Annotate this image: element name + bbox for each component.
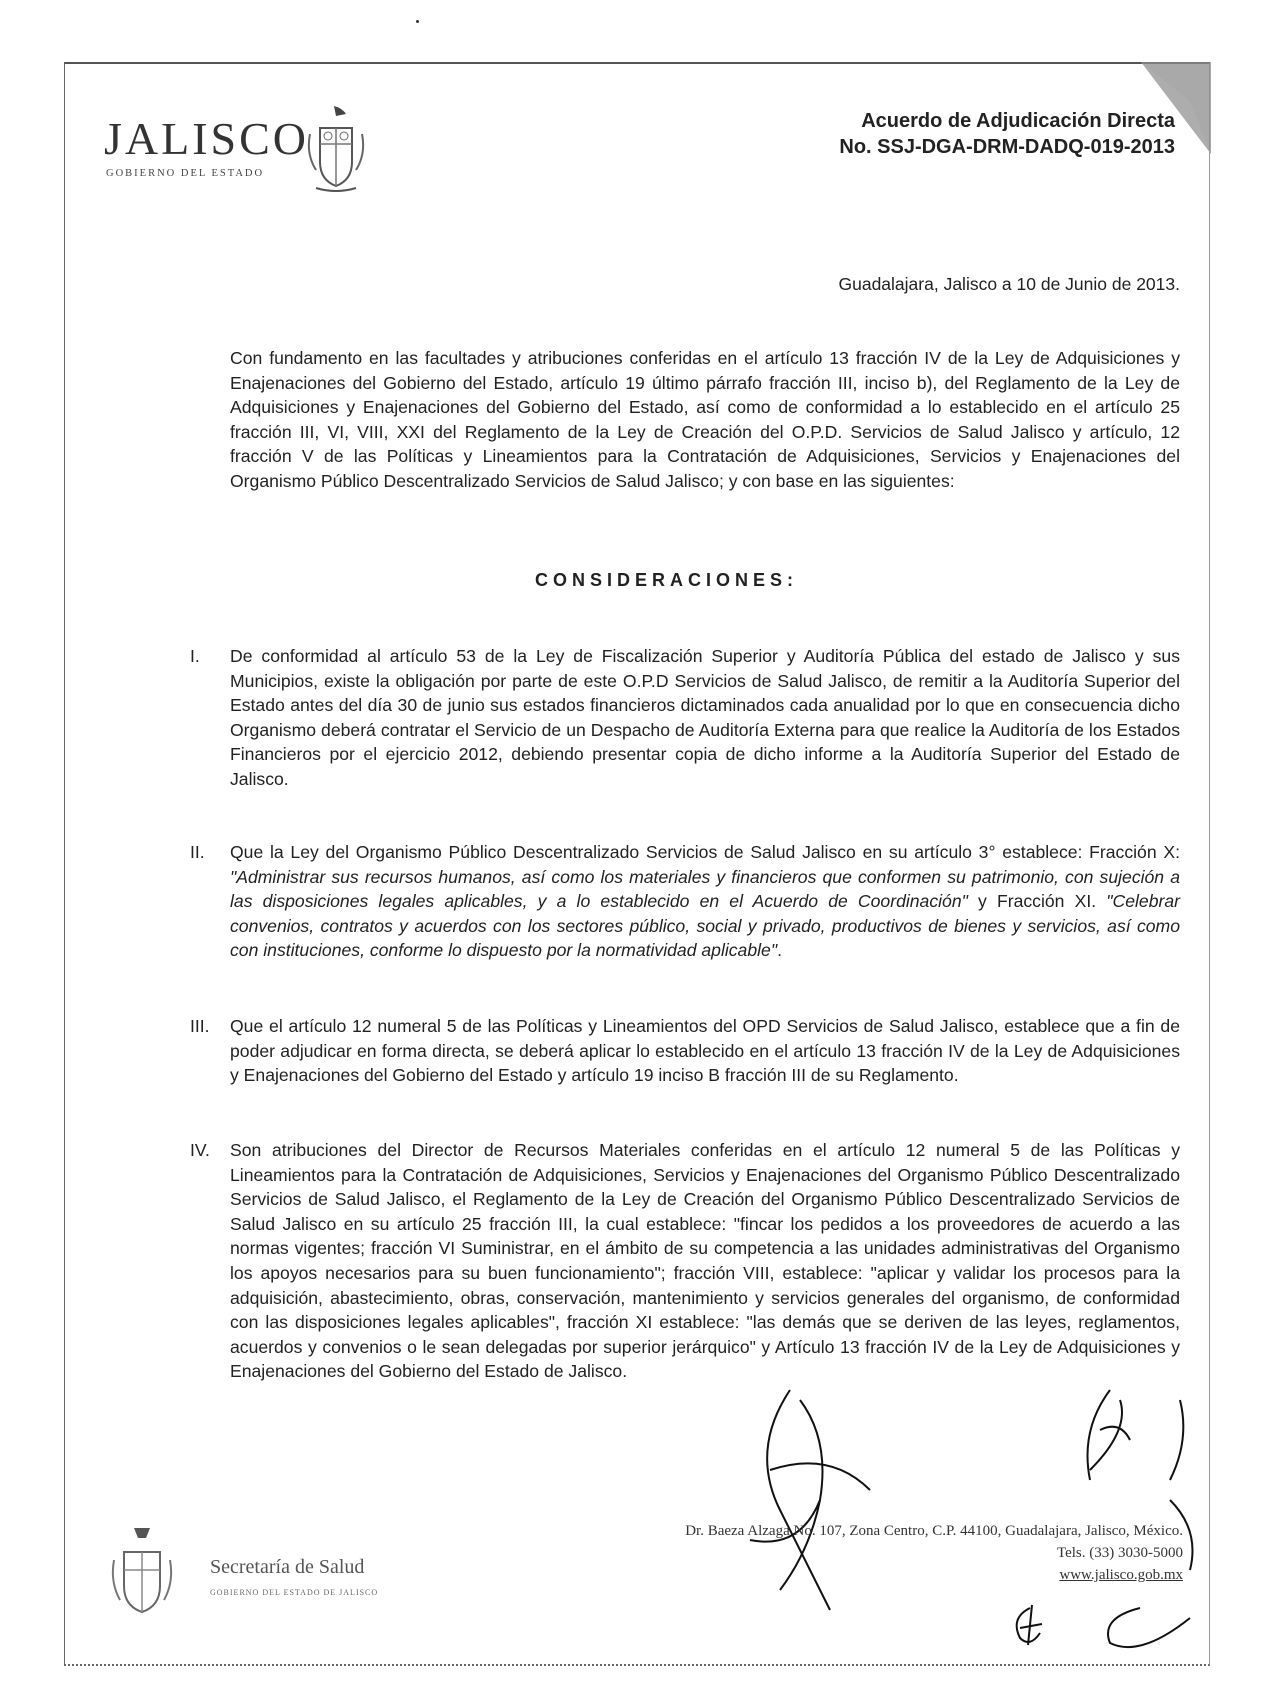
document-title: Acuerdo de Adjudicación Directa (861, 110, 1175, 132)
item-text: De conformidad al artículo 53 de la Ley de Fiscalización Superior y Auditoría Pública del estado de Jalisco y sus Municipios, existe la obligación por parte de este O.P.D Servicios de Salud Jalisco, de remitir a la Auditoría Superior del Estado antes del día 30 de junio sus estados financieros dictaminados cada anualidad por lo que en consecuencia dicho Organismo deberá contratar el Servicio de un Despacho de Auditoría Externa para que realice la Auditoría de los Estados Financieros por el ejercicio 2012, debiendo presentar copia de dicho informe a la Auditoría Superior del Estado de Jalisco. (230, 646, 1180, 789)
item-text-part: y Fracción XI. (967, 891, 1107, 912)
item-text-part: . (777, 940, 782, 961)
logo-word: JALISCO (104, 113, 310, 164)
secretaria-crest-icon (110, 1526, 174, 1622)
secretaria-name: Secretaría de Salud (210, 1556, 365, 1578)
consideration-iv (190, 1138, 1180, 1384)
quote-fraction-x: "Administrar sus recursos humanos, así como los materiales y financieros que conformen su patrimonio, con sujeción a las disposiciones legales aplicables, y a lo establecido en el Acuerdo de Coordinación" (230, 866, 1180, 912)
consideration-iii (190, 1014, 1180, 1088)
scan-speck (416, 20, 419, 23)
item-number: III. (190, 1016, 210, 1036)
footer-phone: Tels. (33) 3030-5000 (1056, 1545, 1183, 1561)
item-number: I. (190, 646, 200, 666)
item-text-part: Que la Ley del Organismo Público Descentralizado Servicios de Salud Jalisco en su artículo 3° establece: Fracción X: (230, 842, 1180, 862)
document-date: Guadalajara, Jalisco a 10 de Junio de 2013. (838, 274, 1180, 294)
secretaria-salud-logo (110, 1526, 400, 1626)
footer-website-link[interactable]: www.jalisco.gob.mx (1059, 1567, 1183, 1583)
item-text (230, 840, 1180, 963)
item-number: II. (190, 842, 205, 862)
considerations-heading: CONSIDERACIONES: (534, 570, 798, 590)
secretaria-subtitle: GOBIERNO DEL ESTADO DE JALISCO (210, 1588, 379, 1597)
document-header (839, 108, 1175, 160)
coat-of-arms-icon (306, 104, 366, 194)
intro-paragraph: Con fundamento en las facultades y atribuciones conferidas en el artículo 13 fracción IV de la Ley de Adquisiciones y Enajenaciones del Gobierno del Estado, artículo 19 último párrafo fracción III, inciso b), del Reglamento de la Ley de Adquisiciones y Enajenaciones del Gobierno del Estado, así como de conformidad a lo establecido en el artículo 25 fracción III, VI, VIII, XXI del Reglamento de la Ley de Creación del O.P.D. Servicios de Salud Jalisco y artículo, 12 fracción V de las Políticas y Lineamientos para la Contratación de Adquisiciones, Servicios y Enajenaciones del Organismo Público Descentralizado Servicios de Salud Jalisco; y con base en las siguientes: (230, 348, 1180, 491)
consideration-i (190, 644, 1180, 792)
item-text: Que el artículo 12 numeral 5 de las Políticas y Lineamientos del OPD Servicios de Salud Jalisco, establece que a fin de poder adjudicar en forma directa, se deberá aplicar lo establecido en el artículo 13 fracción IV de la Ley de Adquisiciones y Enajenaciones del Gobierno del Estado y artículo 19 inciso B fracción III de su Reglamento. (230, 1016, 1180, 1086)
footer-contact (685, 1520, 1183, 1586)
item-text: Son atribuciones del Director de Recursos Materiales conferidas en el artículo 12 numeral 5 de las Políticas y Lineamientos para la Contratación de Adquisiciones, Servicios y Enajenaciones del Organismo Público Descentralizado Servicios de Salud Jalisco, el Reglamento de la Ley de Creación del Organismo Público Descentralizado Servicios de Salud Jalisco en su artículo 25 fracción III, la cual establece: "fincar los pedidos a los proveedores de acuerdo a las normas vigentes; fracción VI Suministrar, en el ámbito de su competencia a las unidades administrativas del Organismo los apoyos necesarios para su buen funcionamiento"; fracción VIII, establece: "aplicar y validar los procesos para la adquisición, abastecimiento, obras, conservación, mantenimiento y servicios generales del organismo, de conformidad con las disposiciones legales aplicables", fracción XI establece: "las demás que se deriven de las leyes, reglamentos, acuerdos y convenios o le sean delegadas por superior jerárquico" y Artículo 13 fracción IV de la Ley de Adquisiciones y Enajenaciones del Gobierno del Estado de Jalisco. (230, 1140, 1180, 1382)
logo-subtitle: GOBIERNO DEL ESTADO (106, 168, 265, 179)
quote-fraction-xi: "Celebrar convenios, contratos y acuerdos con los sectores público, social y privado, productivos de bienes y servicios, así como con instituciones, conforme lo dispuesto por la normatividad aplicable" (230, 891, 1180, 961)
jalisco-logo (104, 104, 364, 192)
consideration-ii (190, 840, 1180, 963)
footer-address: Dr. Baeza Alzaga No. 107, Zona Centro, C.P. 44100, Guadalajara, Jalisco, México. (685, 1523, 1183, 1539)
item-number: IV. (190, 1140, 210, 1160)
document-number: No. SSJ-DGA-DRM-DADQ-019-2013 (839, 136, 1175, 158)
